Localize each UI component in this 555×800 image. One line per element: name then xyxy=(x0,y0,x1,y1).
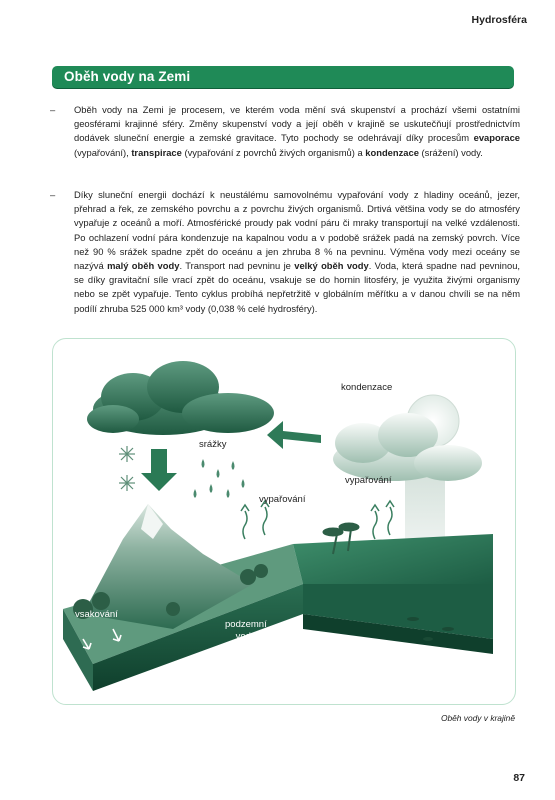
rain-cloud xyxy=(87,361,274,435)
paragraph-text xyxy=(74,188,520,316)
label-vyparovani-left: vypařování xyxy=(259,494,306,505)
condensation-cloud xyxy=(333,413,482,481)
snowflake-icon xyxy=(119,475,135,491)
section-title: Oběh vody na Zemi xyxy=(64,69,191,84)
water-cycle-illustration xyxy=(53,339,515,704)
paragraph-1 xyxy=(50,103,520,160)
bold-term: evaporace xyxy=(473,132,520,144)
text-run: . Voda, která spadne nad pevninou, se díky gravitační síle vrací zpět do oceánu, vsakuje se do hornin litosféry, je využita živými organismy nebo se zpět vypařuje. Tento cyklus probíhá nepřetržitě v globálním měřítku a v danou chvíli se na něm podílí zhruba 525 000 km³ vody (0,038 % celé hydrosféry). xyxy=(74,260,521,314)
paragraph-text xyxy=(74,103,520,160)
snowflake-icon xyxy=(119,446,135,462)
precipitation-arrow xyxy=(141,449,177,491)
water-cycle-figure xyxy=(52,338,516,705)
list-dash: – xyxy=(50,189,56,200)
figure-caption: Oběh vody v krajině xyxy=(440,713,515,723)
text-run: Díky sluneční energii dochází k neustálému samovolnému vypařování vody z hladiny oceánů, jezer, přehrad a řek, ze zemského povrchu a z povrchu živých organismů. Drtivá většina vody se do atmosféry vypařuje z oceánů a moří. Atmosférické proudy pak vodní páru či mraky transportují na velké vzdálenosti. Po ochlazení vodní pára kondenzuje na kapalnou vodu a v podobě srážek padá na zemský povrch. Více než 90 % srážek spadne zpět do oceánu a jen zhruba 8 % na pevninu. Výměna vody mezi oceány se nazývá xyxy=(74,189,520,272)
page-number: 87 xyxy=(513,772,525,784)
text-run: (vypařování z povrchů živých organismů) a xyxy=(181,146,366,158)
text-run: Oběh vody na Zemi je procesem, ve kterém voda mění svá skupenství a prochází všemi ostatními geosférami krajinné sféry. Změny skupenství vody a její oběh v krajině se uskutečňují prostřednictvím dodávek sluneční energie a zemské gravitace. Tyto pochody se odehrávají díky procesům xyxy=(74,104,520,144)
bold-term: malý oběh vody xyxy=(107,260,180,272)
running-head: Hydrosféra xyxy=(471,14,527,26)
text-run: (srážení) vody. xyxy=(418,146,483,158)
evaporation-arrows xyxy=(241,501,394,539)
section-heading-bar xyxy=(52,66,514,88)
label-vyparovani-right: vypařování xyxy=(345,475,392,486)
bold-term: transpirace xyxy=(131,146,182,158)
bold-term: velký oběh vody xyxy=(294,260,369,272)
text-run: (vypařování), xyxy=(74,146,132,158)
paragraph-2 xyxy=(50,188,520,316)
label-kondenzace: kondenzace xyxy=(341,382,393,393)
transport-arrow xyxy=(267,421,321,449)
list-dash: – xyxy=(50,104,56,115)
rain-drops xyxy=(194,459,245,498)
label-vsakovani: vsakování xyxy=(75,609,118,620)
ocean-block xyxy=(293,534,493,654)
label-podzemni-voda: podzemní voda xyxy=(225,619,267,642)
bold-term: kondenzace xyxy=(365,146,419,158)
text-run: . Transport nad pevninu je xyxy=(179,260,295,272)
label-srazky: srážky xyxy=(199,439,227,450)
